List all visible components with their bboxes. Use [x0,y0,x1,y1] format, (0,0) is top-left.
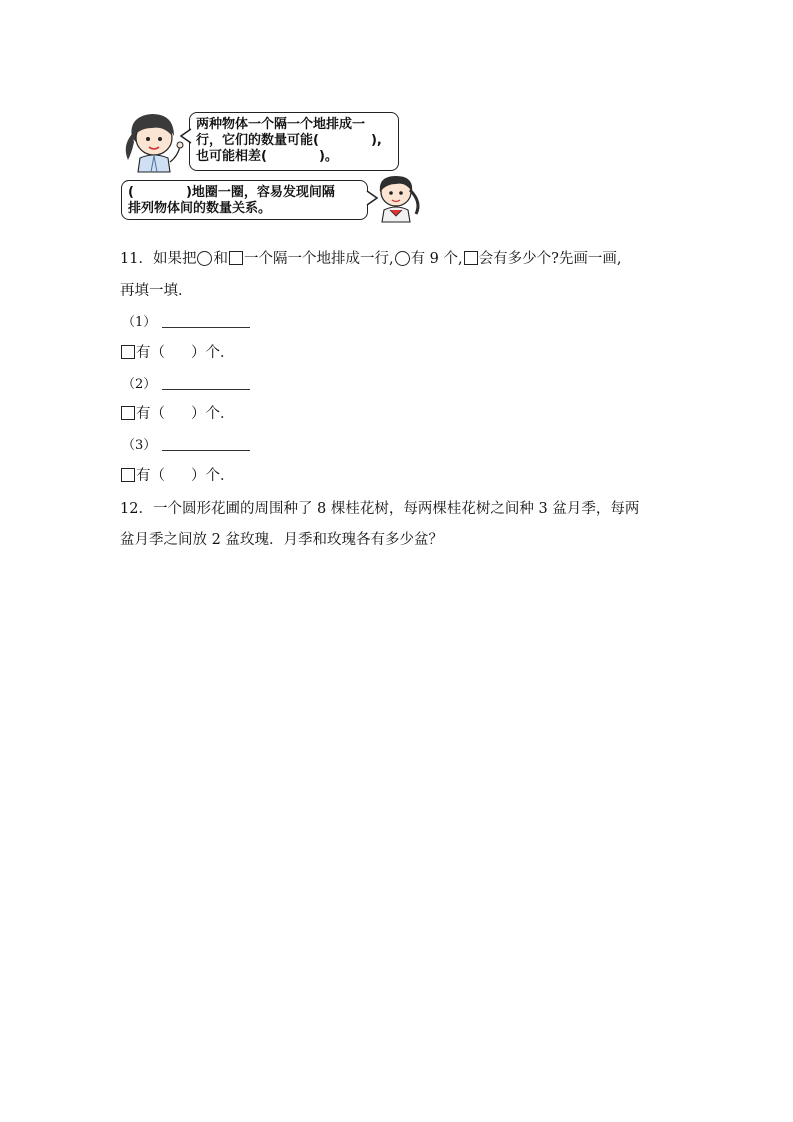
bubble-text-line: ( )地圈一圈，容易发现间隔 [128,185,335,200]
q11-part3-row [122,435,250,456]
bubble-text-line: 排列物体间的数量关系。 [128,201,272,216]
answer-suffix: ）个． [191,406,235,422]
bubble-text-line: 两种物体一个隔一个地排成一 [196,117,366,132]
q11-part1-answer [120,343,235,363]
answer-prefix: 有（ [136,406,165,422]
square-icon [464,251,478,265]
boy-illustration [372,172,424,224]
q11-text: 和 [213,251,228,267]
circle-icon [197,251,212,266]
q11-part2-row [122,374,250,395]
square-icon [121,345,135,359]
q12-line1: 12．一个圆形花圃的周围种了 8 棵桂花树，每两棵桂花树之间种 3 盆月季，每两 [120,501,640,517]
bubble-text-line: 也可能相差( )。 [196,149,338,164]
answer-prefix: 有（ [136,468,165,484]
boy-speech-bubble [121,180,368,220]
square-icon [229,251,243,265]
square-icon [121,406,135,420]
q11-line1 [120,249,622,269]
q11-part3-answer [120,466,235,486]
q11-part1-row [122,312,250,333]
q11-part2-answer [120,404,235,424]
q12-line2: 盆月季之间放 2 盆玫瑰．月季和玫瑰各有多少盆？ [120,532,443,548]
answer-suffix: ）个． [191,468,235,484]
circle-icon [395,251,410,266]
q11-text: 如果把 [152,251,197,267]
answer-prefix: 有（ [136,345,165,361]
q11-number: 11． [120,251,153,267]
q11-text: 有 9 个, [410,251,463,267]
q11-text: 会有多少个?先画一画, [478,251,622,267]
girl-speech-bubble [189,112,399,171]
answer-line[interactable] [162,375,250,390]
square-icon [121,468,135,482]
q11-line2: 再填一填． [120,283,193,299]
girl-bubble-tail [180,128,192,144]
bubble-text-line: 行，它们的数量可能( ), [196,133,382,148]
answer-suffix: ）个． [191,345,235,361]
q11-text: 一个隔一个地排成一行, [243,251,394,267]
answer-line[interactable] [162,436,250,451]
part-label: （3） [122,438,157,453]
answer-line[interactable] [162,313,250,328]
part-label: （1） [122,315,157,330]
part-label: （2） [122,377,157,392]
